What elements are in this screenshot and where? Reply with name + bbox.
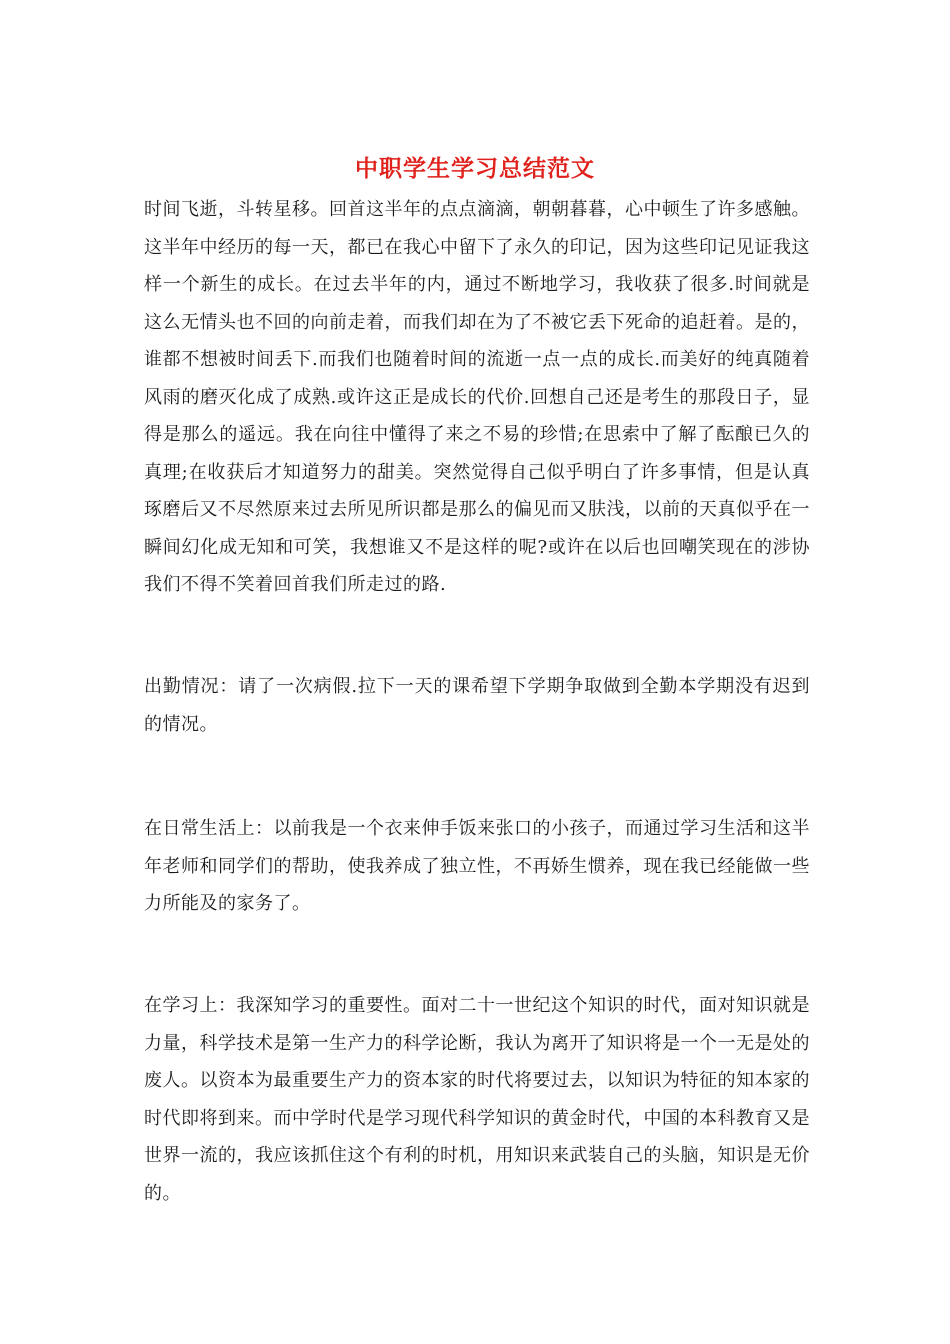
intro-paragraph: 时间飞逝，斗转星移。回首这半年的点点滴滴，朝朝暮暮，心中顿生了许多感触。这半年中经历的每一天，都已在我心中留下了永久的印记，因为这些印记见证我这样一个新生的成长。在过去半年的内，通过不断地学习，我收获了很多.时间就是这么无情头也不回的向前走着，而我们却在为了不被它丢下死命的追赶着。是的，谁都不想被时间丢下.而我们也随着时间的流逝一点一点的成长.而美好的纯真随着风雨的磨灭化成了成熟.或许这正是成长的代价.回想自己还是考生的那段日子，显得是那么的遥远。我在向往中懂得了来之不易的珍惜;在思索中了解了酝酿已久的真理;在收获后才知道努力的甜美。突然觉得自己似乎明白了许多事情，但是认真琢磨后又不尽然原来过去所见所识都是那么的偏见而又肤浅，以前的天真似乎在一瞬间幻化成无知和可笑，我想谁又不是这样的呢?或许在以后也回嘲笑现在的涉协我们不得不笑着回首我们所走过的路. — [144, 199, 810, 595]
document-title: 中职学生学习总结范文 — [355, 155, 595, 182]
study-paragraph: 在学习上：我深知学习的重要性。面对二十一世纪这个知识的时代，面对知识就是力量，科学技术是第一生产力的科学论断，我认为离开了知识将是一个一无是处的废人。以资本为最重要生产力的资本家的时代将要过去，以知识为特征的知本家的时代即将到来。而中学时代是学习现代科学知识的黄金时代，中国的本科教育又是世界一流的，我应该抓住这个有利的时机，用知识来武装自己的头脑，知识是无价的。 — [144, 995, 810, 1204]
attendance-paragraph: 出勤情况：请了一次病假.拉下一天的课希望下学期争取做到全勤本学期没有迟到的情况。 — [144, 676, 810, 735]
daily-life-paragraph: 在日常生活上：以前我是一个衣来伸手饭来张口的小孩子，而通过学习生活和这半年老师和同学们的帮助，使我养成了独立性，不再娇生惯养，现在我已经能做一些力所能及的家务了。 — [144, 818, 810, 914]
